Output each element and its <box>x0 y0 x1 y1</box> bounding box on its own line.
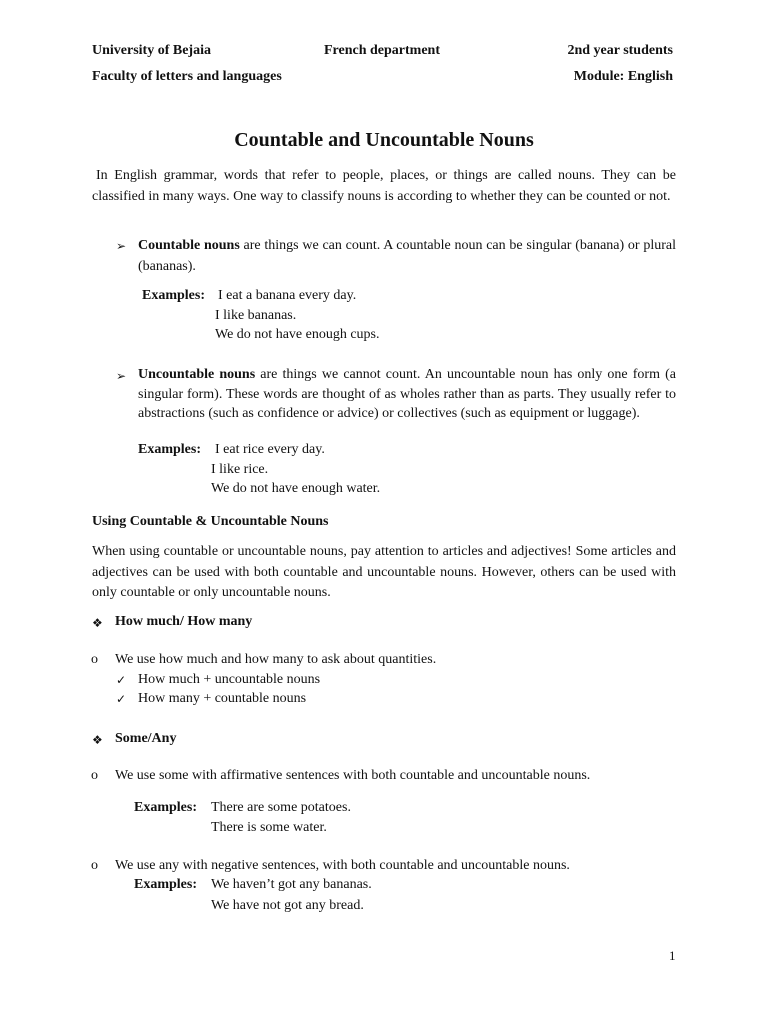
header-faculty: Faculty of letters and languages <box>92 69 282 84</box>
circle-bullet-icon: o <box>91 768 98 783</box>
uncountable-term: Uncountable nouns <box>138 367 256 382</box>
header-students: 2nd year students <box>567 43 673 58</box>
circle-bullet-icon: o <box>91 652 98 667</box>
uncountable-definition <box>138 365 676 424</box>
any-examples-label: Examples: <box>134 877 197 892</box>
using-paragraph: When using countable or uncountable nouns, pay attention to articles and adjectives! Some articles and adjectives can be used with both countable and uncountable nouns. However, others can be used with only countable or only uncountable nouns. <box>92 544 676 600</box>
arrow-bullet-icon: ➢ <box>116 369 127 383</box>
check-icon: ✓ <box>116 673 127 687</box>
countable-example-3: We do not have enough cups. <box>215 327 380 342</box>
some-point: We use some with affirmative sentences with both countable and uncountable nouns. <box>115 768 591 783</box>
diamond-bullet-icon: ❖ <box>92 733 103 747</box>
page-title: Countable and Uncountable Nouns <box>234 129 534 151</box>
page-number: 1 <box>669 948 676 963</box>
how-much-check-1: How much + uncountable nouns <box>138 672 321 687</box>
intro-paragraph: In English grammar, words that refer to people, places, or things are called nouns. They can be classified in many ways. One way to classify nouns is according to whether they can be counted or not. <box>92 168 676 204</box>
some-example-2: There is some water. <box>211 820 327 835</box>
diamond-bullet-icon: ❖ <box>92 616 103 630</box>
some-example-1: There are some potatoes. <box>211 800 351 815</box>
any-example-1: We haven’t got any bananas. <box>211 877 372 892</box>
arrow-bullet-icon: ➢ <box>116 239 127 253</box>
any-point: We use any with negative sentences, with both countable and uncountable nouns. <box>115 858 570 873</box>
countable-example-1: I eat a banana every day. <box>218 288 357 303</box>
uncountable-example-2: I like rice. <box>211 462 269 477</box>
how-much-point: We use how much and how many to ask about quantities. <box>115 652 437 667</box>
circle-bullet-icon: o <box>91 858 98 873</box>
any-example-2: We have not got any bread. <box>211 898 364 913</box>
countable-definition <box>138 236 676 277</box>
countable-example-2: I like bananas. <box>215 308 297 323</box>
uncountable-example-3: We do not have enough water. <box>211 481 381 496</box>
using-heading: Using Countable & Uncountable Nouns <box>92 514 329 529</box>
how-much-check-2: How many + countable nouns <box>138 691 307 706</box>
countable-term: Countable nouns <box>138 238 240 253</box>
countable-examples-label: Examples: <box>142 288 205 303</box>
countable-text: are things we can count. A countable noun can be singular (banana) or plural (bananas). <box>138 238 676 274</box>
some-any-heading: Some/Any <box>115 731 177 746</box>
uncountable-example-1: I eat rice every day. <box>215 442 325 457</box>
header-module: Module: English <box>573 69 673 84</box>
header-university: University of Bejaia <box>92 43 211 58</box>
header-department: French department <box>324 43 440 58</box>
how-much-heading: How much/ How many <box>115 614 253 629</box>
uncountable-examples-label: Examples: <box>138 442 201 457</box>
check-icon: ✓ <box>116 692 127 706</box>
uncountable-text: are things we cannot count. An uncountable noun has only one form (a singular form). These words are thought of as wholes rather than as parts. They usually refer to abstractions (such as confidence or advice) or collectives (such as equipment or luggage). <box>138 367 676 422</box>
some-examples-label: Examples: <box>134 800 197 815</box>
